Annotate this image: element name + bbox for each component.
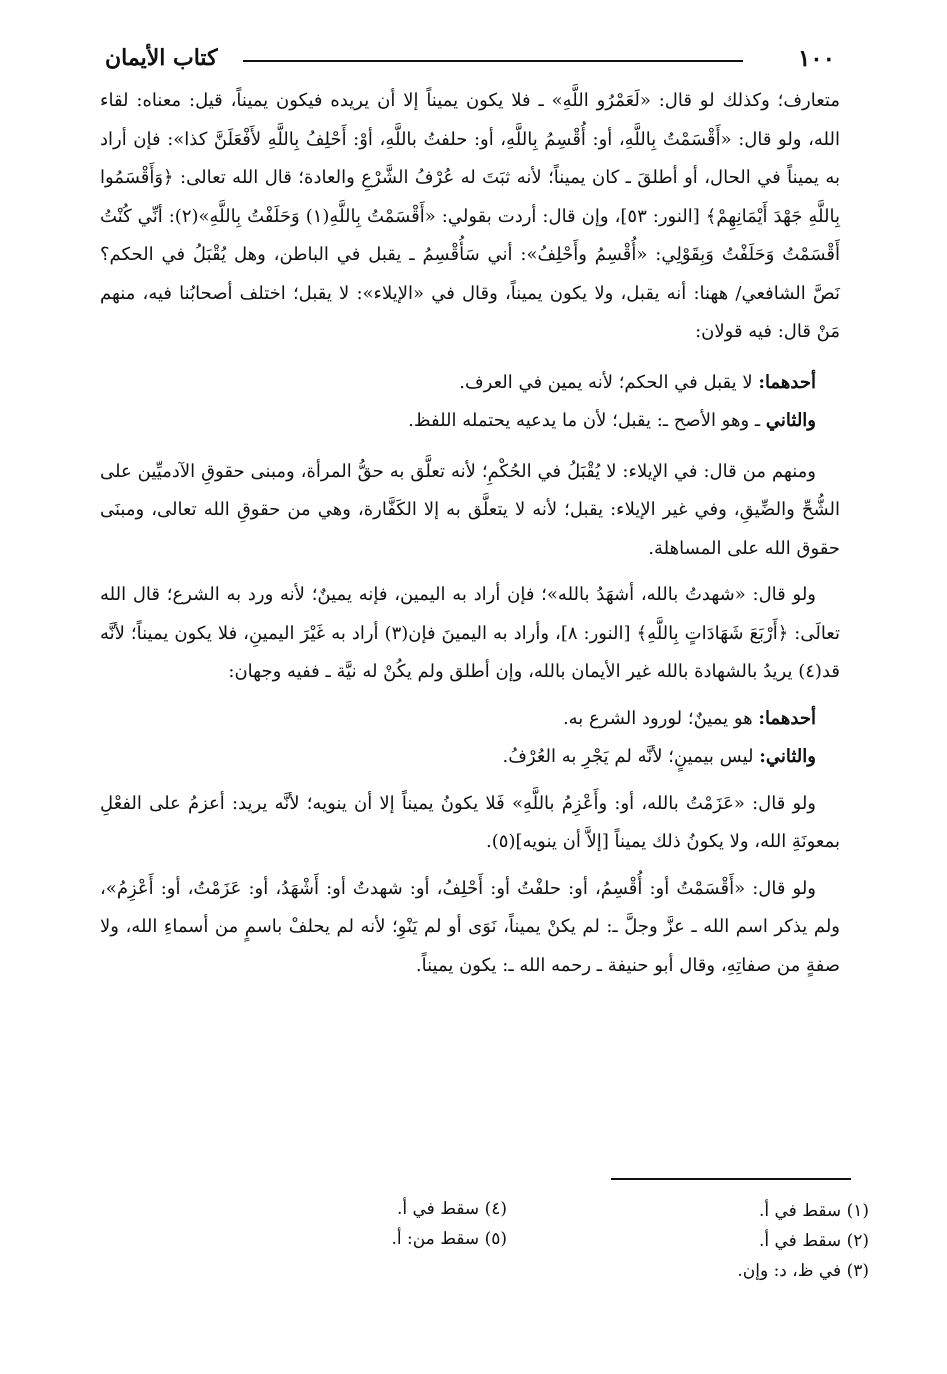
paragraph: ولو قال: «عَزَمْتُ بالله، أو: وأَعْزِمُ باللَّهِ» فَلا يكونُ يميناً إلا أن ينويه؛ لأنَّه يريد: أعزمُ على الفعْلِ بمعونَةِ الله، ولا يكونُ ذلك يميناً [إلاَّ أن ينويه](٥). — [100, 792, 840, 852]
page-number: ١٠٠ — [797, 44, 835, 72]
paragraph-lead: أحدهما: — [758, 707, 816, 729]
footnote: (٣) في ظ، د: وإن. — [737, 1261, 869, 1281]
paragraph-text: هو يمينٌ؛ لورود الشرع به. — [562, 707, 759, 729]
book-title: كتاب الأيمان — [105, 45, 218, 71]
paragraph-lead: والثاني: — [759, 746, 816, 767]
footnotes-left-column — [347, 1194, 507, 1254]
page-header — [105, 38, 835, 78]
footnote: (٥) سقط من: أ. — [391, 1229, 507, 1249]
paragraph — [100, 402, 840, 441]
paragraph: ولو قال: «شهدتُ بالله، أشهَدُ بالله»؛ فإن أراد به اليمين، فإنه يمينٌ؛ لأنه ورد به الشرع؛ قال الله تعالَى: ﴿أَرْبَعَ شَهَادَاتٍ بِاللَّهِ﴾ [النور: ٨]، وأراد به اليمينَ فإن(٣) أراد به غَيْرَ اليمينِ، فلا يكون يميناً؛ لأنَّه قد(٤) يريدُ بالشهادة بالله غير الأيمان بالله، وإن أطلق ولم يكُنْ له نيَّة ـ ففيه وجهان: — [100, 584, 840, 682]
footnote: (١) سقط في أ. — [758, 1201, 869, 1221]
paragraph: ولو قال: «أَقْسَمْتُ أو: أُقْسِمُ، أو: حلفْتُ أو: أَحْلِفُ، أو: شهدتُ أو: أَشْهَدُ، أو: عَزَمْتُ، أو: أَعْزِمُ»، ولم يذكر اسم الله ـ عزَّ وجلَّ ـ: لم يكنْ يميناً، نَوَى أو لم يَنْوِ؛ لأنه لم يحلفْ باسمٍ من أسماءِ الله، ولا صفةٍ من صفاتِهِ، وقال أبو حنيفة ـ رحمه الله ـ: يكون يميناً. — [100, 877, 840, 976]
paragraph-text: لا يقبل في الحكم؛ لأنه يمين في العرف. — [459, 371, 759, 393]
footnote: (٢) سقط في أ. — [758, 1231, 869, 1251]
paragraph: ومنهم من قال: في الإيلاء: لا يُقْبَلُ في الحُكْمِ؛ لأنه تعلَّق به حقُّ المرأة، ومبنى حقوقِ الآدميِّين على الشُّحِّ والضِّيقِ، وفي غير الإيلاء: يقبل؛ لأنه لا يتعلَّق به إلا الكَفَّارة، وهي من حقوقِ الله تعالى، ومبنَى حقوق الله على المساهلة. — [100, 460, 840, 559]
header-rule — [243, 60, 743, 62]
paragraph — [100, 700, 840, 739]
footnotes-right-column — [609, 1196, 869, 1286]
paragraph-text: ليس بيمينٍ؛ لأنَّه لم يَجْرِ به العُرْفُ. — [502, 746, 760, 767]
footnote-rule — [611, 1178, 851, 1180]
paragraph — [100, 364, 840, 403]
paragraph-lead: والثاني — [765, 410, 816, 431]
paragraph-text: ـ وهو الأصح ـ: يقبل؛ لأن ما يدعيه يحتمله اللفظ. — [408, 410, 766, 431]
paragraph-lead: أحدهما: — [758, 371, 816, 393]
footnote: (٤) سقط في أ. — [396, 1199, 507, 1219]
main-text — [100, 82, 840, 985]
paragraph — [100, 738, 840, 777]
paragraph: متعارف؛ وكذلك لو قال: «لَعَمْرُو اللَّهِ» ـ فلا يكون يميناً إلا أن يريده فيكون يميناً، قيل: معناه: لقاء الله، ولو قال: «أَقْسَمْتُ بِاللَّهِ، أو: أُقْسِمُ بِاللَّهِ، أو: حلفتُ باللَّهِ، أوْ: أَحْلِفُ بِاللَّهِ لأَفْعَلَنَّ كذا»: فإن أراد به يميناً في الحال، أو أطلقَ ـ كان يميناً؛ لأنه ثبَتَ له عُرْفُ الشَّرْعِ والعادة؛ قال الله تعالى: ﴿وَأَقْسَمُوا بِاللَّهِ جَهْدَ أَيْمَانِهِمْ﴾ [النور: ٥٣]، وإن قال: أردت بقولي: «أَقْسَمْتُ بِاللَّهِ(١) وَحَلَفْتُ بِاللَّهِ»(٢): أنِّي كُنْتُ أَقْسَمْتُ وَحَلَفْتُ وَبِقَوْلِي: «أُقْسِمُ وأَحْلِفُ»: أني سَأُقْسِمُ ـ يقبل في الباطن، وهل يُقْبَلُ في الحكم؟ نَصَّ الشافعي/ ههنا: أنه يقبل، ولا يكون يميناً، وقال في «الإيلاء»: لا يقبل؛ اختلف أصحابُنا فيه، منهم مَنْ قال: فيه قولان: — [100, 90, 840, 342]
